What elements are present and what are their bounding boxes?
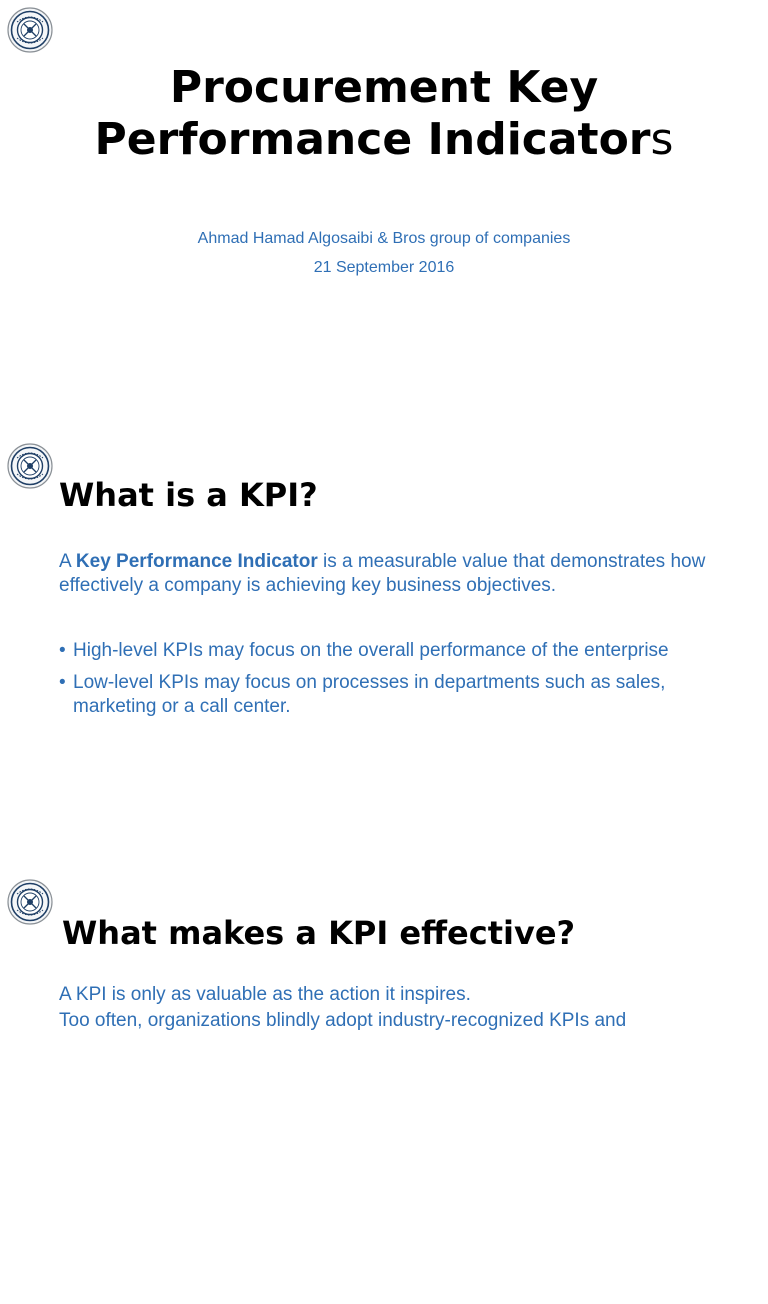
slide-heading: What makes a KPI effective? (62, 914, 576, 952)
kpi-definition (59, 550, 719, 598)
definition-rest: is a measurable value that demonstrates how effectively a company is achieving key business objectives. (59, 551, 706, 596)
company-seal-icon (7, 7, 53, 53)
bullet-icon: • (59, 640, 66, 661)
body-line: A KPI is only as valuable as the action it inspires. (59, 984, 471, 1005)
title-main: Procurement Key Performance Indicator (94, 62, 651, 165)
slide-what-is-kpi (0, 436, 768, 868)
bullet-icon: • (59, 672, 66, 693)
body-line: Too often, organizations blindly adopt industry-recognized KPIs and (59, 1010, 627, 1031)
company-seal-icon (7, 443, 53, 489)
company-name: Ahmad Hamad Algosaibi & Bros group of companies (197, 230, 571, 247)
list-item (59, 639, 719, 663)
kpi-bullet-list (59, 639, 719, 727)
definition-term: Key Performance Indicator (75, 551, 318, 572)
bullet-text: High-level KPIs may focus on the overall performance of the enterprise (73, 640, 669, 661)
title-suffix: s (650, 114, 674, 165)
presentation-title (84, 62, 684, 166)
slide-title (0, 0, 768, 432)
definition-prefix: A (59, 551, 76, 572)
slide-kpi-effective (0, 872, 768, 1304)
list-item (59, 671, 719, 719)
bullet-text: Low-level KPIs may focus on processes in departments such as sales, marketing or a call center. (73, 672, 666, 717)
presentation-date: 21 September 2016 (313, 259, 455, 276)
slide-heading: What is a KPI? (59, 476, 318, 514)
company-seal-icon (7, 879, 53, 925)
